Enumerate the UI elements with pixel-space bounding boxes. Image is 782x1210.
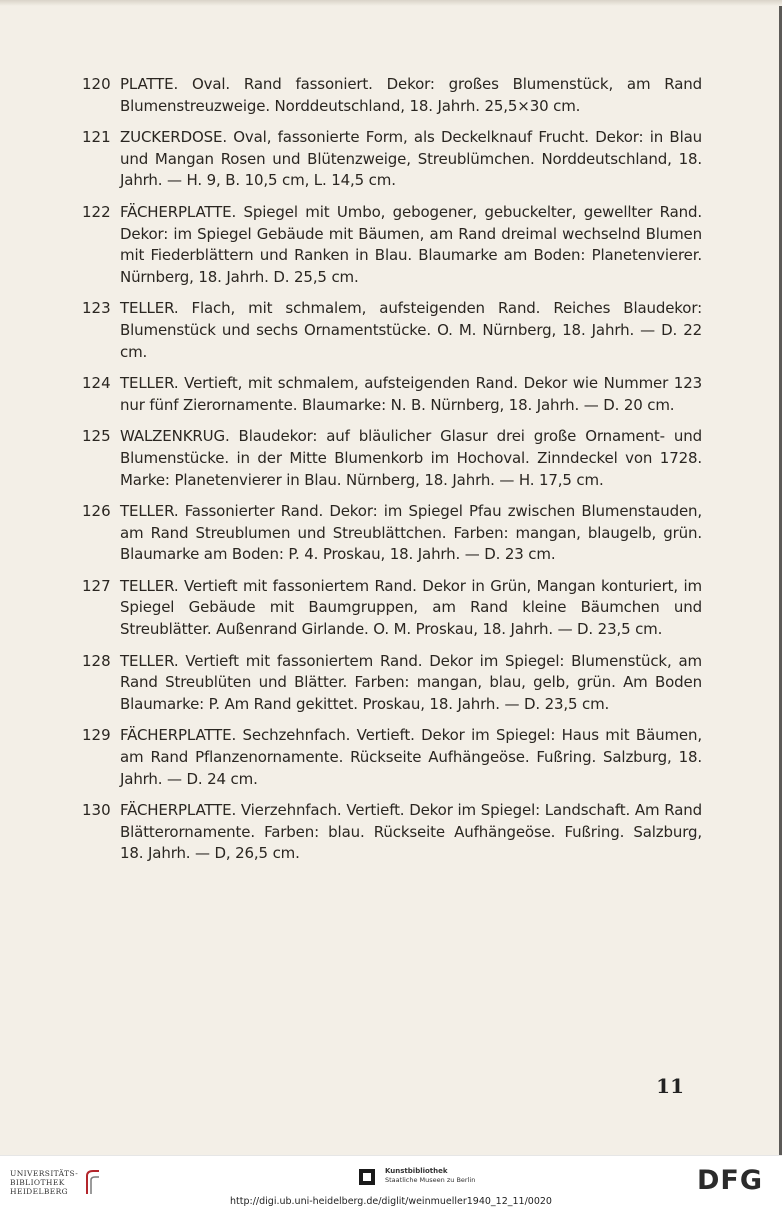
catalog-entry bbox=[82, 127, 702, 192]
catalog-entry bbox=[82, 725, 702, 790]
kb-title: Kunstbibliothek bbox=[385, 1167, 448, 1175]
entry-number: 126 bbox=[82, 502, 111, 521]
entry-number: 121 bbox=[82, 128, 111, 147]
entry-number: 128 bbox=[82, 651, 111, 670]
entry-number: 129 bbox=[82, 726, 111, 745]
catalog-entry bbox=[82, 800, 702, 865]
kunstbibliothek-text bbox=[385, 1167, 475, 1185]
entry-text: WALZENKRUG. Blaudekor: auf bläulicher Glasur drei große Ornament- und Blumenstücke. in der Mitte Blumenkorb im Hochoval. Zinndeckel von 1728. Marke: Planetenvierer in Blau. Nürnberg, 18. Jahrh. — H. 17,5 cm. bbox=[120, 427, 702, 489]
kunstbibliothek-logo[interactable] bbox=[357, 1167, 475, 1187]
catalog-entry bbox=[82, 426, 702, 491]
entry-number: 120 bbox=[82, 75, 111, 93]
ub-emblem-icon bbox=[84, 1168, 102, 1196]
ub-line: UNIVERSITÄTS- bbox=[10, 1168, 79, 1178]
entry-text: FÄCHERPLATTE. Sechzehnfach. Vertieft. Dekor im Spiegel: Haus mit Bäumen, am Rand Pflanzenornamente. Rückseite Aufhängeöse. Fußring. Salzburg, 18. Jahrh. — D. 24 cm. bbox=[120, 726, 702, 788]
entry-number: 124 bbox=[82, 374, 111, 393]
kb-subtitle: Staatliche Museen zu Berlin bbox=[385, 1176, 476, 1184]
page-number: 11 bbox=[656, 1074, 684, 1098]
catalog-entry bbox=[82, 373, 702, 416]
catalog-entry bbox=[82, 576, 702, 641]
entry-text: FÄCHERPLATTE. Vierzehnfach. Vertieft. Dekor im Spiegel: Landschaft. Am Rand Blätterornamente. Farben: blau. Rückseite Aufhängeöse. Fußring. Salzburg, 18. Jahrh. — D, 26,5 cm. bbox=[120, 801, 702, 863]
entry-text: TELLER. Vertieft mit fassoniertem Rand. Dekor im Spiegel: Blumenstück, am Rand Streublüten und Blätter. Farben: mangan, blau, gelb, grün. Am Boden Blaumarke: P. Am Rand gekittet. Proskau, 18. Jahrh. — D. 23,5 cm. bbox=[120, 651, 702, 713]
entry-number: 123 bbox=[82, 299, 111, 318]
catalog-entry bbox=[82, 501, 702, 566]
entry-text: FÄCHERPLATTE. Spiegel mit Umbo, gebogener, gebuckelter, gewellter Rand. Dekor: im Spiegel Gebäude mit Bäumen, am Rand dreimal wechselnd Blumen mit Fiederblättern und Ranken in Blau. Blaumarke am Boden: Planetenvierer. Nürnberg, 18. Jahrh. D. 25,5 cm. bbox=[120, 202, 702, 286]
entry-text: ZUCKERDOSE. Oval, fassonierte Form, als Deckelknauf Frucht. Dekor: in Blau und Mangan Rosen und Blütenzweige, Streublümchen. Norddeutschland, 18. Jahrh. — H. 9, B. 10,5 cm, L. 14,5 cm. bbox=[120, 128, 702, 190]
page-edge bbox=[0, 0, 782, 6]
catalog-entries bbox=[82, 74, 702, 875]
ub-heidelberg-logo[interactable] bbox=[10, 1168, 102, 1196]
smb-emblem-icon bbox=[357, 1167, 379, 1187]
ub-line: BIBLIOTHEK bbox=[10, 1177, 65, 1187]
ub-line: HEIDELBERG bbox=[10, 1186, 69, 1196]
entry-number: 122 bbox=[82, 202, 111, 221]
entry-text: TELLER. Flach, mit schmalem, aufsteigenden Rand. Reiches Blaudekor: Blumenstück und sechs Ornamentstücke. O. M. Nürnberg, 18. Jahrh. — D. 22 cm. bbox=[120, 299, 702, 361]
entry-number: 127 bbox=[82, 576, 111, 595]
entry-number: 130 bbox=[82, 801, 111, 820]
entry-text: PLATTE. Oval. Rand fassoniert. Dekor: großes Blumenstück, am Rand Blumenstreuzweige. Norddeutschland, 18. Jahrh. 25,5×30 cm. bbox=[120, 75, 702, 115]
ub-heidelberg-text bbox=[10, 1169, 78, 1196]
catalog-entry bbox=[82, 298, 702, 363]
dfg-logo[interactable]: DFG bbox=[697, 1165, 764, 1196]
entry-number: 125 bbox=[82, 427, 111, 446]
viewer-footer bbox=[0, 1155, 782, 1210]
catalog-entry bbox=[82, 651, 702, 716]
entry-text: TELLER. Vertieft, mit schmalem, aufsteigenden Rand. Dekor wie Nummer 123 nur fünf Zierornamente. Blaumarke: N. B. Nürnberg, 18. Jahrh. — D. 20 cm. bbox=[120, 374, 702, 414]
catalog-entry bbox=[82, 74, 702, 117]
entry-text: TELLER. Vertieft mit fassoniertem Rand. Dekor in Grün, Mangan konturiert, im Spiegel Gebäude mit Baumgruppen, am Rand kleine Bäumchen und Streublätter. Außenrand Girlande. O. M. Proskau, 18. Jahrh. — D. 23,5 cm. bbox=[120, 576, 702, 639]
entry-text: TELLER. Fassonierter Rand. Dekor: im Spiegel Pfau zwischen Blumenstauden, am Rand Streublumen und Streublättchen. Farben: mangan, blaugelb, grün. Blaumarke am Boden: P. 4. Proskau, 18. Jahrh. — D. 23 cm. bbox=[120, 502, 702, 564]
permalink-url[interactable]: http://digi.ub.uni-heidelberg.de/diglit/weinmueller1940_12_11/0020 bbox=[230, 1196, 552, 1207]
catalog-entry bbox=[82, 202, 702, 288]
